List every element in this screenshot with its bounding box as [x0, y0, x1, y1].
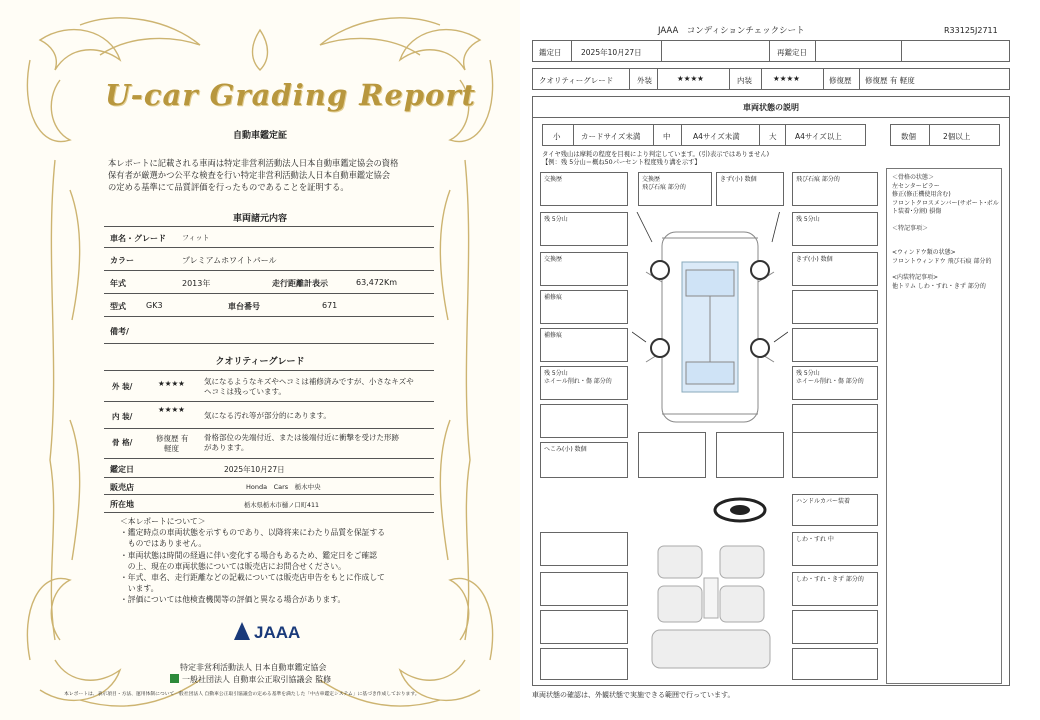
box-label: 補修痕	[544, 294, 563, 301]
side-line: フロントウィンドウ 飛び石痕 部分的	[892, 257, 992, 265]
box-label: 残 5分山	[796, 216, 820, 223]
box-label: 補修痕	[544, 332, 563, 339]
box-label-line: 残 5分山	[796, 370, 820, 377]
condition-box	[540, 366, 628, 400]
note-line: います。	[120, 584, 159, 594]
certificate-title: 自動車鑑定証	[232, 131, 287, 141]
model-label: 型式	[110, 302, 126, 311]
car-interior-diagram	[638, 538, 784, 678]
intro-text	[108, 157, 438, 193]
org-line-2	[170, 674, 331, 685]
org-line-1: 特定非営利活動法人 日本自動車鑑定協会	[180, 663, 327, 672]
ext-label: 外装	[637, 76, 652, 85]
car-name-label: 車名・グレード	[110, 234, 166, 243]
sheet-id: R33125J2711	[944, 26, 998, 35]
note-line: ・年式、車名、走行距離などの記載については販売店申告をもとに作成して	[120, 573, 385, 583]
int-label: 内装	[737, 76, 752, 85]
exterior-desc	[204, 377, 414, 397]
vehicle-section-title: 車両諸元内容	[232, 214, 287, 224]
address-label: 所在地	[110, 500, 134, 509]
frame-grade-line: 軽度	[164, 444, 179, 453]
condition-box	[792, 212, 878, 246]
side-line: フロントクロスメンバー(サポート･ボル	[892, 199, 999, 207]
quality-label: クオリティーグレード	[539, 76, 614, 85]
year-row	[104, 272, 434, 294]
side-line: 左センターピラー	[892, 182, 940, 190]
model-value: GK3	[146, 301, 163, 310]
condition-box	[716, 172, 784, 206]
box-label: ハンドルカバー装着	[796, 498, 851, 505]
exterior-stars: ★★★★	[158, 379, 185, 388]
box-label: きず(小) 数個	[720, 176, 757, 183]
date-label: 鑑定日	[110, 465, 134, 474]
side-line: ＜特記事項＞	[892, 224, 929, 232]
ext-stars: ★★★★	[677, 74, 704, 83]
footnote: 本レポートは、表示項目・方法、運用体制について一般社団法人 自動車公正取引協議会の定める基準を満たした「中古車鑑定システム」に基づき作成しております。	[64, 692, 420, 697]
condition-box	[792, 172, 878, 206]
note-line: の上、現在の車両状態については販売店にお問合せください。	[120, 561, 346, 571]
date-label: 鑑定日	[539, 48, 562, 57]
car-name-row	[104, 226, 434, 248]
address-value: 栃木県栃木市樋ノ口町411	[244, 502, 319, 509]
dealer-row	[104, 478, 434, 495]
condition-box	[540, 172, 628, 206]
condition-box	[540, 572, 628, 606]
box-label: へこみ(小) 数個	[544, 446, 587, 453]
chassis-value: 671	[322, 301, 338, 310]
condition-box	[540, 442, 628, 478]
jaaa-logo	[234, 622, 300, 643]
sheet-title: JAAA コンディションチェックシート	[658, 26, 805, 36]
side-line: ト装着･分割) 損傷	[892, 208, 942, 215]
dealer-value: Honda Cars 栃木中央	[246, 483, 321, 491]
color-row	[104, 249, 434, 271]
exterior-desc-line: 気になるようなキズやヘコミは補修済みですが、小さなキズや	[204, 377, 414, 386]
interior-label: 内 装/	[112, 412, 133, 421]
notes-title: ＜本レポートについて＞	[120, 517, 206, 526]
condition-box	[540, 648, 628, 680]
quality-row	[532, 68, 1010, 90]
exterior-label: 外 装/	[112, 382, 133, 391]
quality-grade-title: クオリティーグレード	[215, 357, 305, 367]
address-row	[104, 495, 434, 513]
bottom-note: 車両状態の確認は、外観状態で実施できる範囲で行っています。	[532, 691, 735, 699]
frame-desc-line: があります。	[204, 443, 249, 452]
side-line: 修正(修正機使用含む)	[892, 191, 951, 198]
year-label: 年式	[110, 279, 126, 288]
condition-box	[792, 494, 878, 526]
condition-box	[792, 328, 878, 362]
count-label: 数個	[901, 132, 916, 141]
note-line: ものではありません。	[120, 539, 207, 549]
box-label	[796, 370, 864, 386]
date-value: 2025年10月27日	[224, 465, 285, 474]
interior-stars: ★★★★	[158, 405, 185, 414]
frame-desc	[204, 433, 399, 453]
chassis-label: 車台番号	[228, 302, 260, 311]
remarks-row	[104, 318, 434, 344]
exterior-desc-line: ヘコミは残っています。	[204, 387, 286, 396]
size-large-desc: A4サイズ以上	[795, 132, 842, 141]
condition-box	[540, 532, 628, 566]
side-line: <ウィンドウ類の状態>	[892, 249, 956, 256]
mileage-value: 63,472Km	[356, 278, 398, 287]
intro-line: 本レポートに記載される車両は特定非営利活動法人日本自動車鑑定協会の資格	[108, 158, 399, 168]
date-row	[532, 40, 1010, 62]
size-mid-desc: A4サイズ未満	[693, 132, 740, 141]
org-line-2-text: 一般社団法人 自動車公正取引協議会 監修	[182, 675, 332, 684]
car-exterior-diagram	[632, 212, 788, 434]
color-value: プレミアムホワイトパール	[182, 256, 277, 265]
note-line: ・評価については他検査機関等の評価と異なる場合があります。	[120, 595, 346, 605]
count-legend	[890, 124, 1000, 146]
box-label-line: 残 5分山	[544, 370, 568, 377]
side-line: ＜骨格の状態＞	[892, 174, 935, 181]
report-notes	[120, 516, 430, 606]
intro-line: 保有者が厳選かつ公平な検査を行い特定非営利活動法人日本自動車鑑定協会	[108, 170, 391, 180]
report-title: U-car Grading Report	[105, 78, 477, 112]
condition-box	[792, 532, 878, 566]
condition-box	[638, 172, 712, 206]
steering-wheel-icon	[712, 496, 768, 524]
box-label: しわ・すれ 中	[796, 536, 834, 543]
jaaa-logo-icon	[234, 622, 250, 640]
intro-line: の定める基準にて品質評価を行ったものであることを証明する。	[108, 182, 349, 192]
count-value: 2個以上	[943, 132, 971, 141]
box-label-line: 飛び石痕 部分的	[642, 184, 686, 191]
year-value: 2013年	[182, 279, 211, 288]
condition-box	[792, 290, 878, 324]
condition-box	[540, 610, 628, 644]
dealer-label: 販売店	[110, 483, 134, 492]
box-label	[544, 370, 612, 386]
condition-box	[540, 404, 628, 438]
condition-check-sheet	[520, 0, 1040, 720]
tire-note-1: タイヤ残山は摩耗の程度を目視により判定しています。(引)表示ではありません)	[542, 151, 770, 158]
box-label: 残 5分山	[544, 216, 568, 223]
car-name-value: フィット	[182, 234, 210, 242]
size-small-label: 小	[553, 132, 561, 141]
condition-box	[792, 432, 878, 478]
box-label: 交換歴	[544, 176, 563, 183]
tire-note-2: 【例：残 5分山＝概ね50パーセント程度残り溝を示す】	[542, 159, 701, 166]
redate-label: 再鑑定日	[777, 48, 807, 57]
int-stars: ★★★★	[773, 74, 800, 83]
condition-box	[792, 366, 878, 400]
date-value: 2025年10月27日	[581, 48, 642, 57]
box-label	[642, 176, 686, 192]
box-label-line: ホイール削れ・傷 部分的	[544, 378, 612, 385]
condition-box	[792, 648, 878, 680]
jaaa-logo-text: JAAA	[254, 623, 301, 642]
color-label: カラー	[110, 256, 134, 265]
interior-desc: 気になる汚れ等が部分的にあります。	[204, 411, 331, 420]
repair-label: 修復歴	[829, 76, 852, 85]
box-label: きず(小) 数個	[796, 256, 833, 263]
interior-grade-row	[104, 402, 434, 429]
condition-box	[540, 290, 628, 324]
model-row	[104, 295, 434, 317]
box-label: 飛び石痕 部分的	[796, 176, 840, 183]
condition-box	[792, 610, 878, 644]
condition-box	[792, 572, 878, 606]
fair-trade-icon	[170, 674, 179, 683]
note-line: ・鑑定時点の車両状態を示すものであり、以降将来にわたり品質を保証する	[120, 528, 386, 538]
condition-box	[716, 432, 784, 478]
note-line: ・車両状態は時間の経過に伴い変化する場合もあるため、鑑定日をご確認	[120, 550, 377, 560]
side-line: 他トリム しわ・すれ・きず 部分的	[892, 282, 986, 290]
condition-box	[540, 252, 628, 286]
condition-box	[540, 328, 628, 362]
section-title: 車両状態の説明	[743, 103, 799, 112]
size-mid-label: 中	[663, 132, 671, 141]
frame-grade-row	[104, 429, 434, 459]
size-small-desc: カードサイズ未満	[581, 132, 641, 141]
remarks-label: 備考/	[110, 327, 129, 336]
repair-value: 修復歴 有 軽度	[865, 76, 915, 85]
condition-box	[792, 252, 878, 286]
condition-box	[638, 432, 706, 478]
frame-label: 骨 格/	[112, 438, 133, 447]
size-legend	[542, 124, 866, 146]
box-label-line: 交換歴	[642, 176, 661, 183]
frame-grade-line: 修復歴 有	[156, 434, 189, 443]
condition-box	[540, 212, 628, 246]
side-line: <内装特記事項>	[892, 274, 939, 281]
frame-grade	[156, 434, 188, 454]
mileage-label: 走行距離計表示	[272, 279, 328, 288]
exterior-grade-row	[104, 370, 434, 402]
box-label: 交換歴	[544, 256, 563, 263]
box-label: しわ・すれ・きず 部分的	[796, 576, 864, 583]
side-notes	[892, 174, 1012, 291]
date-row	[104, 460, 434, 478]
box-label-line: ホイール削れ・傷 部分的	[796, 378, 864, 385]
frame-desc-line: 骨格部位の先端付近、または後端付近に衝撃を受けた形跡	[204, 433, 399, 442]
size-large-label: 大	[769, 132, 777, 141]
